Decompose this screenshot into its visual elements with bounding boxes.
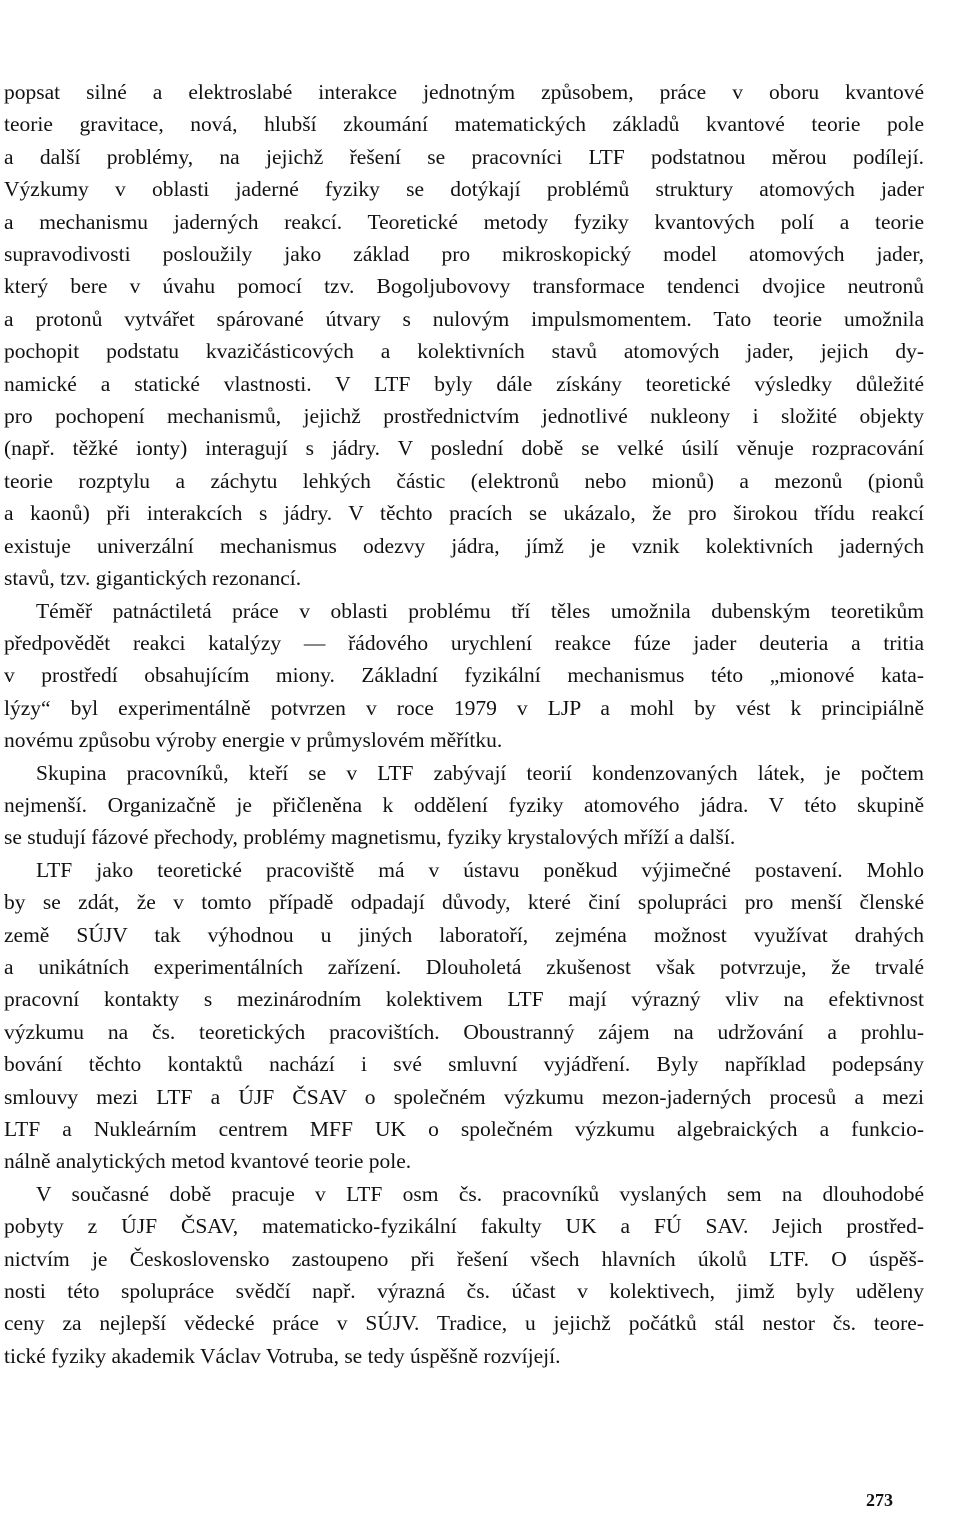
text-line: nictvím je Československo zastoupeno při řešení všech hlavních úkolů LTF. O úspěš- <box>4 1246 924 1271</box>
text-line: stavů, tzv. gigantických rezonancí. <box>4 566 302 591</box>
text-line: smlouvy mezi LTF a ÚJF ČSAV o společném výzkumu mezon-jaderných procesů a mezi <box>4 1084 924 1109</box>
text-line: LTF jako teoretické pracoviště má v ústavu poněkud výjimečné postavení. Mohlo <box>36 857 924 882</box>
text-line: bování těchto kontaktů nachází i své smluvní vyjádření. Byly například podepsány <box>4 1052 924 1077</box>
text-line: existuje univerzální mechanismus odezvy jádra, jímž je vznik kolektivních jaderných <box>4 533 924 558</box>
text-line: předpovědět reakci katalýzy — řádového urychlení reakce fúze jader deuteria a tritia <box>4 630 924 655</box>
page-number: 273 <box>866 1490 893 1510</box>
paragraph <box>4 854 924 1178</box>
text-line: pochopit podstatu kvazičásticových a kolektivních stavů atomových jader, jejich dy- <box>4 339 924 364</box>
text-line: Téměř patnáctiletá práce v oblasti problému tří těles umožnila dubenským teoretikům <box>36 598 924 623</box>
paragraph <box>4 595 924 757</box>
text-line: teorie gravitace, nová, hlubší zkoumání matematických základů kvantové teorie pole <box>4 112 924 137</box>
text-line: V současné době pracuje v LTF osm čs. pracovníků vyslaných sem na dlouhodobé <box>36 1181 924 1206</box>
paragraph <box>4 757 924 854</box>
text-line: popsat silné a elektroslabé interakce jednotným způsobem, práce v oboru kvantové <box>4 80 924 104</box>
text-line: pro pochopení mechanismů, jejichž prostřednictvím jednotlivé nukleony i složité objekty <box>4 404 924 429</box>
text-line: v prostředí obsahujícím miony. Základní fyzikální mechanismus této „mionové kata- <box>4 663 924 688</box>
text-line: supravodivosti posloužily jako základ pro mikroskopický model atomových jader, <box>4 242 924 267</box>
text-line: teorie rozptylu a záchytu lehkých částic (elektronů nebo mionů) a mezonů (pionů <box>4 468 924 493</box>
text-line: ceny za nejlepší vědecké práce v SÚJV. Tradice, u jejichž počátků stál nestor čs. teore- <box>4 1311 924 1336</box>
text-line: a kaonů) při interakcích s jádry. V těchto pracích se ukázalo, že pro širokou třídu reakcí <box>4 501 924 526</box>
text-line: (např. těžké ionty) interagují s jádry. V poslední době se velké úsilí věnuje rozpracování <box>4 436 924 461</box>
text-line: nálně analytických metod kvantové teorie pole. <box>4 1149 412 1174</box>
text-line: který bere v úvahu pomocí tzv. Bogoljubovovy transformace tendenci dvojice neutronů <box>4 274 924 299</box>
text-line: a další problémy, na jejichž řešení se pracovníci LTF podstatnou měrou podílejí. <box>4 144 924 169</box>
text-line: se studují fázové přechody, problémy magnetismu, fyziky krystalových mříží a další. <box>4 825 736 850</box>
text-line: nejmenší. Organizačně je přičleněna k oddělení fyziky atomového jádra. V této skupině <box>4 792 924 817</box>
text-line: pracovní kontakty s mezinárodním kolektivem LTF mají výrazný vliv na efektivnost <box>4 987 924 1012</box>
text-line: a unikátních experimentálních zařízení. Dlouholetá zkušenost však potvrzuje, že trvalé <box>4 954 924 979</box>
text-line: lýzy“ byl experimentálně potvrzen v roce 1979 v LJP a mohl by vést k principiálně <box>4 695 924 720</box>
text-line: novému způsobu výroby energie v průmyslovém měřítku. <box>4 728 503 753</box>
text-line: pobyty z ÚJF ČSAV, matematicko-fyzikální fakulty UK a FÚ SAV. Jejich prostřed- <box>4 1214 924 1239</box>
text-line: LTF a Nukleárním centrem MFF UK o společném výzkumu algebraických a funkcio- <box>4 1117 924 1141</box>
text-line: Skupina pracovníků, kteří se v LTF zabývají teorií kondenzovaných látek, je počtem <box>36 760 924 785</box>
text-line: by se zdát, že v tomto případě odpadají důvody, které činí spolupráci pro menší členské <box>4 890 924 915</box>
text-line: a mechanismu jaderných reakcí. Teoretické metody fyziky kvantových polí a teorie <box>4 209 924 234</box>
text-line: a protonů vytvářet spárované útvary s nulovým impulsmomentem. Tato teorie umožnila <box>4 306 924 331</box>
text-line: tické fyziky akademik Václav Votruba, se tedy úspěšně rozvíjejí. <box>4 1343 561 1368</box>
text-line: země SÚJV tak výhodnou u jiných laboratoří, zejména možnost využívat drahých <box>4 922 924 947</box>
text-line: nosti této spolupráce svědčí např. výrazná čs. účast v kolektivech, jimž byly uděleny <box>4 1279 924 1304</box>
body-text <box>4 76 924 1372</box>
paragraph <box>4 76 924 595</box>
paragraph <box>4 1178 924 1372</box>
text-line: Výzkumy v oblasti jaderné fyziky se dotýkají problémů struktury atomových jader <box>4 177 924 202</box>
text-line: namické a statické vlastnosti. V LTF byly dále získány teoretické výsledky důležité <box>4 371 924 396</box>
text-line: výzkumu na čs. teoretických pracovištích. Oboustranný zájem na udržování a prohlu- <box>4 1019 924 1044</box>
